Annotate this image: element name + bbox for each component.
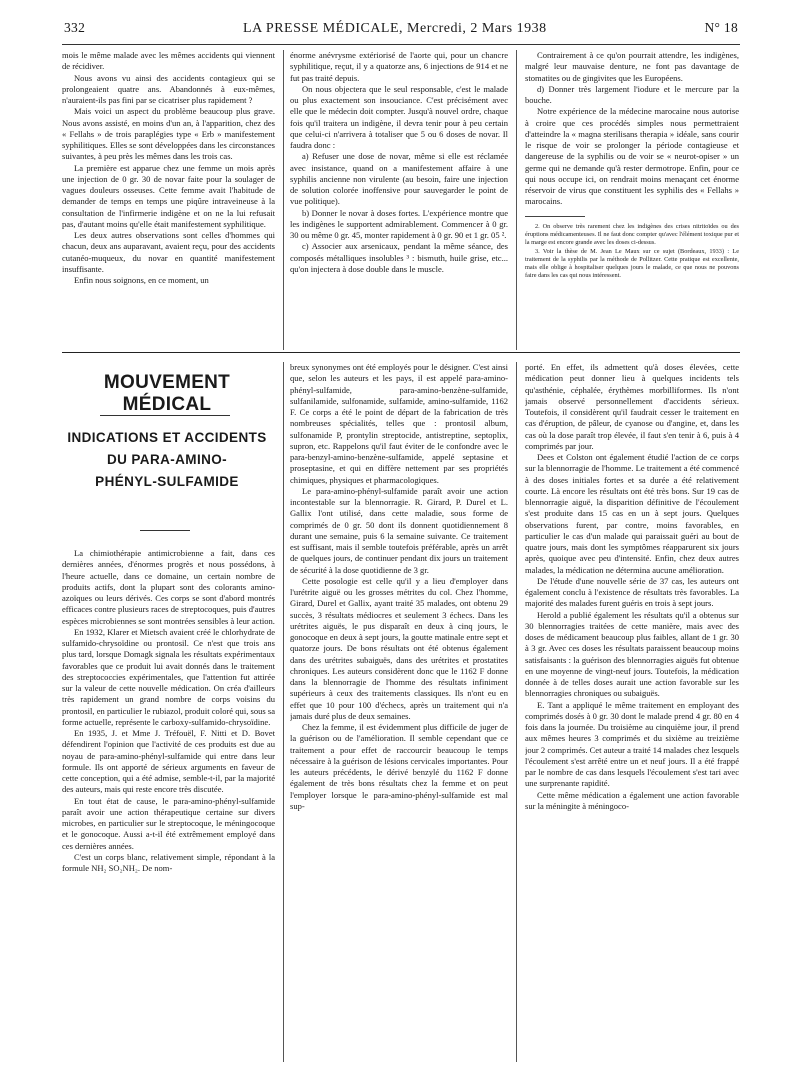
paragraph: Dees et Colston ont également étudié l'action de ce corps sur la blennorragie de l'homme. Le traitement a été commencé à des doses initiales fortes et sa durée a été relativement courte. Là encore les résultats ont été très bons. Sur 19 cas de blennorragie aiguë, la disparition définitive de l'écoulement s'est produite dans 15 cas en un à sept jours. Quelques observations furent, par contre, moins favorables, en particulier le cas d'un malade qui paraissait guéri au bout de quatre jours, mais dont les symptômes réapparurent six jours après, quoique avec peu d'intensité. Enfin, chez deux autres malades, la médication ne détermina aucune amélioration. <box>525 452 739 575</box>
section-heading-block <box>60 372 274 416</box>
paragraph: d) Donner très largement l'iodure et le mercure par la bouche. <box>525 83 739 105</box>
article-title-line: DU PARA-AMINO- <box>106 452 228 467</box>
paragraph: E. Tant a appliqué le même traitement en employant des comprimés dosés à 0 gr. 30 dont le malade prend 4 gr. 80 en 4 fois dans la journée. Du troisième au cinquième jour, il prend aux mêmes heures 3 comprimés et du sixième au treizième jour 2 comprimés. Cet auteur a traité 14 malades chez lesquels l'écoulement s'est arrêté entre un et neuf jours. Il a été frappé par le nombre de cas dans lesquels l'écoulement s'est tari avec une surprenante rapidité. <box>525 699 739 789</box>
issue-number: N° 18 <box>704 20 738 35</box>
section-heading: MOUVEMENT MÉDICAL <box>103 372 231 415</box>
paragraph: En 1935, J. et Mme J. Tréfouël, F. Nitti et D. Bovet défendirent l'opinion que l'activité de ces produits est due au noyau de para-amino-phényl-sulfamide qui entre dans leur formule. Ils ont apporté de sérieux arguments en faveur de cette conception, qui a été admise, semble-t-il, par la majorité des auteurs, mais qui reste encore très discutée. <box>62 728 275 795</box>
article-title-line: INDICATIONS ET ACCIDENTS <box>67 430 267 445</box>
bottom-column-1 <box>62 548 275 1063</box>
column-divider <box>283 50 284 350</box>
paragraph: Mais voici un aspect du problème beaucoup plus grave. Nous avons assisté, en moins d'un an, à l'apparition, chez des « Fellahs » de trois paraplégies type « Erb » manifestement syphilitiques. Elles se sont développées dans les circonstances suivantes, à peu près les mêmes dans les trois cas. <box>62 106 275 162</box>
paragraph: c) Associer aux arsenicaux, pendant la même séance, des composés métalliques insolubles ³ : bismuth, huile grise, etc... qu'on injectera à dose double dans le muscle. <box>290 241 508 274</box>
paragraph: La chimiothérapie antimicrobienne a fait, dans ces dernières années, d'énormes progrès et nous possédons, à l'heure actuelle, dans ce domaine, un certain nombre de produits actifs, dont la plupart sont des colorants amino-azoïques ou leurs dérivés. Ces corps se sont d'abord montrés efficaces contre plusieurs races de streptocoques, puis d'autres espèces microbiennes se sont montrées sensibles à leur action. <box>62 548 275 626</box>
paragraph: Chez la femme, il est évidemment plus difficile de juger de la guérison ou de l'amélioration. Il semble cependant que ce traitement a pour effet de raccourcir beaucoup le temps nécessaire à la guérison de lésions cervicales importantes. Pour les auteurs précédents, le dérivé benzylé du 1162 F donne également de très bons résultats chez la femme et on peut l'employer lorsque le para-amino-phényl-sulfamide est mal sup- <box>290 722 508 811</box>
paragraph: Notre expérience de la médecine marocaine nous autorise à croire que ces procédés simples nous permettraient d'atteindre la « magna sterilisans therapia » idéale, sans courir le risque de voir se prolonger la période contagieuse et dangereuse de la syphilis ou de voir se « neurot-opiser » un germe qui ne demande qu'à rester dermotrope. Enfin, pour ce qui nous occupe ici, on rendrait moins menaçant cet énorme réservoir de virus que constituent les syphilis des « Fellahs » marocains. <box>525 106 739 207</box>
paragraph: On nous objectera que le seul responsable, c'est le malade ou plus exactement son insouciance. C'est précisément avec elle que le médecin doit compter. Jusqu'à nouvel ordre, chaque fois qu'il traitera un indigène, il devra tenir pour à peu certain que celui-ci n'arrivera à totaliser que 5 ou 6 doses de novar. Il faudra donc : <box>290 83 508 150</box>
top-column-3-body <box>525 50 739 208</box>
paragraph: 2. On observe très rarement chez les indigènes des crises nitritoïdes ou des éruptions médicamenteuses. Il ne faut donc compter qu'avec l'élément toxique pur et la marge est encore grande avec les doses ci-dessus. <box>525 222 739 246</box>
footnote-rule <box>525 216 585 217</box>
paragraph: Enfin nous soignons, en ce moment, un <box>74 275 209 285</box>
paragraph: En 1932, Klarer et Mietsch avaient créé le chlorhydrate de sulfamido-chrysoïdine ou prontosil. Ce n'est que trois ans plus tard, lorsque Domagk signala les résultats expérimentaux favorables que ce produit lui avait donnés dans le traitement des streptococcies expérimentales, que l'attention fut attirée sur la valeur de cette nouvelle médication. On créa d'ailleurs très rapidement un grand nombre de corps voisins du prontosil, en particulier le rubiazol, produit coloré qui, sous sa forme actuelle, représente le carboxy-sulfamido-chrysoïdine. <box>62 626 275 727</box>
heading-rule <box>100 415 230 416</box>
page-header <box>64 20 738 42</box>
paragraph: De l'étude d'une nouvelle série de 37 cas, les auteurs ont également conclu à l'existence de résultats très favorables. La majorité des malades furent guéris en trois à sept jours. <box>525 575 739 609</box>
article-title <box>60 427 274 493</box>
paragraph: Nous avons vu ainsi des accidents contagieux qui se prolongeaient quatre ans. Abandonnés à eux-mêmes, n'auraient-ils pas fini par se cicatriser plus rapidement ? <box>62 72 275 105</box>
section-rule <box>62 352 740 353</box>
paragraph: mois le même malade avec les mêmes accidents qui viennent de récidiver. <box>62 50 275 72</box>
paragraph: porté. En effet, ils admettent qu'à doses élevées, cette médication peut donner lieu à quelques incidents tels qu'asthénie, céphalée, érythèmes morbilliformes. Ils n'ont jamais observé personnellement d'accidents sérieux. Toutefois, il considèrent qu'il faudrait cesser le traitement en cas d'éruption, de pâleur, de cyanose ou d'angine, et, dans les cas où la dose paraît trop élevée, il faut s'en tenir à 6, puis à 4 comprimés par jour. <box>525 362 739 451</box>
title-rule <box>140 530 190 531</box>
paragraph: C'est un corps blanc, relativement simple, répondant à la formule NH₂ SO₂NH₂. De nom- <box>62 851 275 873</box>
paragraph: Herold a publié également les résultats qu'il a obtenus sur 30 blennorragies traitées de cette manière, mais avec des doses de médicament beaucoup plus faibles, allant de 1 gr. 30 à 3 gr. Avec ces doses les résultats paraissent beaucoup moins satisfaisants : la guérison des blennorragies aiguës fut obtenue en une moyenne de vingt-neuf jours. Toutefois, la médication donnée à de telles doses aurait une action favorable sur les blennorragies chroniques ou subaiguës. <box>525 609 739 699</box>
column-divider <box>283 362 284 1062</box>
paragraph: Le para-amino-phényl-sulfamide paraît avoir une action incontestable sur la blennorragie. R. Girard, P. Durel et L. Gallix l'ont utilisé, dans cette maladie, sous forme de comprimés de 0 gr. 50 dont ils donnent quotidiennement 8 durant une semaine, puis 6 la semaine suivante. Ce traitement est suffisant, mais il semble toutefois préférable, après un arrêt de quelques jours, de continuer pendant dix jours un traitement de sécurité à la dose quotidienne de 3 gr. <box>290 485 508 575</box>
bottom-column-2 <box>290 362 508 1062</box>
journal-title: LA PRESSE MÉDICALE, Mercredi, 2 Mars 1938 <box>243 21 547 36</box>
paragraph: a) Refuser une dose de novar, même si elle est réclamée avec insistance, quand on a manifestement affaire à une syphilis ancienne non virulente (au besoin, faire une injection de solution colorée inoffensive pour sauvegarder le point de vue politique). <box>290 151 508 207</box>
paragraph: Cette même médication a également une action favorable sur la méningite à méningoco- <box>525 789 739 811</box>
column-divider <box>516 362 517 1062</box>
bottom-column-3 <box>525 362 739 1062</box>
header-rule <box>62 44 740 45</box>
paragraph: Contrairement à ce qu'on pourrait attendre, les indigènes, malgré leur mauvaise denture, ne font pas davantage de stomatites ou de gingivites que les Européens. <box>525 50 739 83</box>
top-column-1 <box>62 50 275 350</box>
paragraph: En tout état de cause, le para-amino-phényl-sulfamide paraît avoir une action thérapeutique certaine sur divers microbes, en particulier sur le streptocoque, le méningocoque et le gonocoque. Aussi a-t-il été extrêmement employé dans ces dernières années. <box>62 795 275 851</box>
paragraph: La première est apparue chez une femme un mois après une injection de 0 gr. 30 de novar faite pour la soulager de vagues douleurs osseuses. Cette femme avait l'habitude de demander de temps en temps une piqûre intraveineuse à la consultation de l'infirmerie indigène et on ne la lui refusait pas, d'autant moins qu'elle était manifestement syphilitique. <box>62 162 275 229</box>
top-column-3 <box>525 50 739 350</box>
paragraph: breux synonymes ont été employés pour le désigner. C'est ainsi que, selon les auteurs et les pays, il est appelé para-amino-phényl-sulfamide, para-amino-benzène-sulfamide, sulfanilamide, sulfonamide, sulfamide, amino-sulfamide, 1162 F. Ce corps a été le point de départ de la fabrication de très nombreuses spécialités, telles que : prontosil album, sulfonamide P, prontylin streptocide, antistreptine, septoplix, supron, etc. Rappelons qu'il faut éviter de le confondre avec le para-benzyl-amino-benzène-sulfamide, appelé septasine et proseptasine, et qui en diffère nettement par ses propriétés chimiques, physiques et pharmacologiques. <box>290 362 508 485</box>
paragraph: 3. Voir la thèse de M. Jean Le Maux sur ce sujet (Bordeaux, 1933) : Le traitement de la syphilis par la méthode de Pollitzer. Cette pratique est excellente, mais elle oblige à hospitaliser quelques jours le malade, ce que nous ne pouvons faire dans les cas qui nous intéressent. <box>525 247 739 279</box>
footnotes <box>525 223 739 280</box>
column-divider <box>516 50 517 350</box>
paragraph: Les deux autres observations sont celles d'hommes qui chacun, deux ans auparavant, avaient reçu, pour des accidents cutanéo-muqueux, du novar en quantité manifestement insuffisante. <box>62 230 275 274</box>
paragraph: énorme anévrysme extériorisé de l'aorte qui, pour un chancre syphilitique, reçut, il y a quatorze ans, 6 injections de 914 et ne fut pas traité depuis. <box>290 50 508 83</box>
article-title-line: PHÉNYL-SULFAMIDE <box>95 474 239 489</box>
page-number: 332 <box>64 20 86 35</box>
paragraph: Cette posologie est celle qu'il y a lieu d'employer dans l'urétrite aiguë ou les grosses métrites du col. Chez l'homme, Girard, Durel et Gallix, ayant traité 35 malades, ont obtenu 29 succès, 3 résultats médiocres et seulement 3 échecs. Dans les urétrites aiguës, le pus disparaît en deux à cinq jours, le gonocoque en deux à sept jours, la goutte matinale entre sept et quatorze jours. De bons résultats ont été obtenus également dans des urétrites subaiguës, dans des urétrites et prostatites chroniques. Les auteurs considèrent donc que le 1162 F donne dans la blennorragie de l'homme des résultats infiniment supérieurs à ceux des traitements classiques. Ils n'ont eu en effet que 10 pour 100 d'échecs, après un traitement qui n'a jamais duré plus de deux semaines. <box>290 575 508 721</box>
paragraph: b) Donner le novar à doses fortes. L'expérience montre que les indigènes le supportent admirablement. Commencer à 0 gr. 30 ou même 0 gr. 45, monter rapidement à 0 gr. 90 et 1 gr. 05 ². <box>290 207 508 240</box>
top-column-2 <box>290 50 508 350</box>
